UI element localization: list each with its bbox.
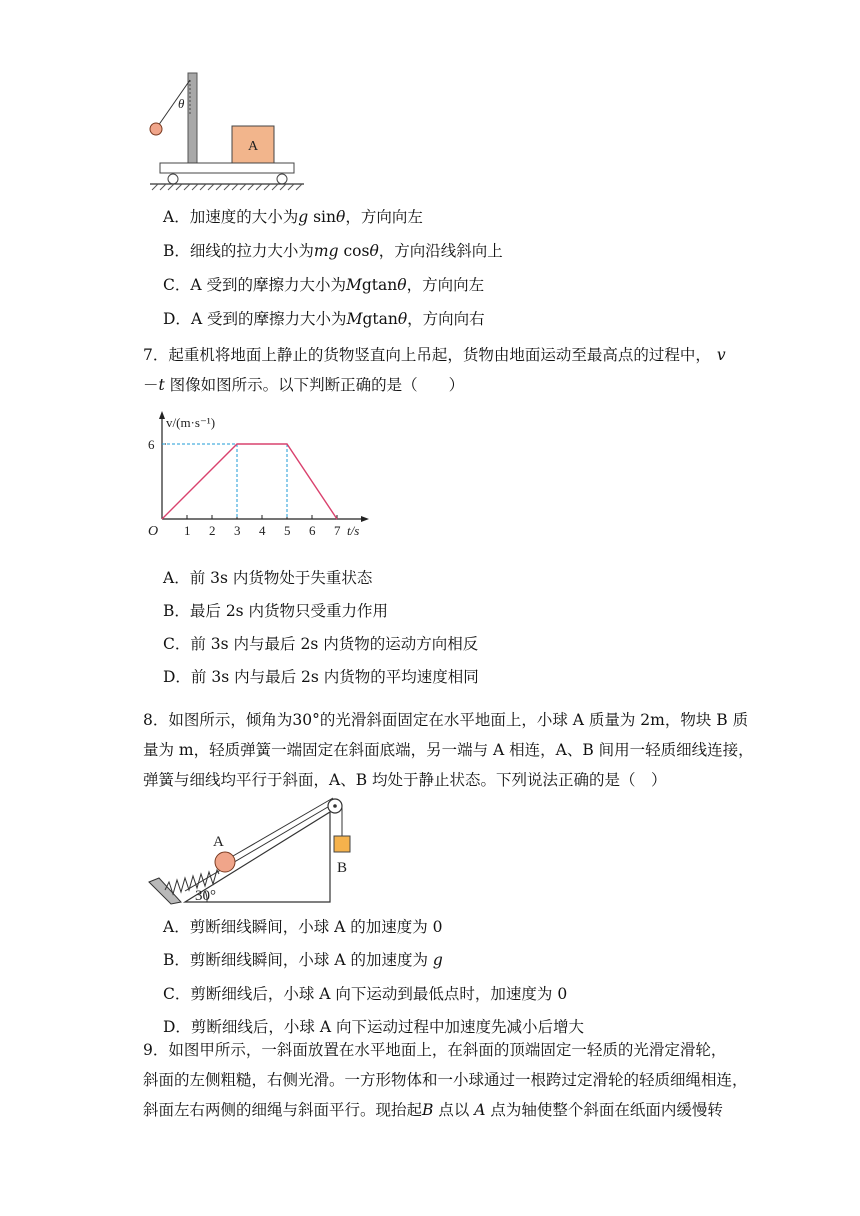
block-B-label: B [337,860,348,876]
q7-stem-line2: －t 图像如图所示。以下判断正确的是（ ） [143,376,465,394]
q7-option-c: C．前 3s 内与最后 2s 内货物的运动方向相反 [163,635,479,653]
theta-label: θ [178,96,185,111]
y-axis-label: v/(m·s⁻¹) [166,415,216,430]
origin-label: O [148,524,159,539]
q7-stem-line1: 7．起重机将地面上静止的货物竖直向上吊起，货物由地面运动至最高点的过程中， v [143,346,726,364]
q6-option-b: B．细线的拉力大小为mg cosθ，方向沿线斜向上 [163,242,503,260]
x-tick-label: 3 [234,523,241,538]
q7-option-a: A．前 3s 内货物处于失重状态 [163,569,373,587]
q8-stem-line1: 8．如图所示，倾角为30°的光滑斜面固定在水平地面上，小球 A 质量为 2m，物块 B 质 [143,711,749,729]
q8-stem-line3: 弹簧与细线均平行于斜面，A、B 均处于静止状态。下列说法正确的是（ ） [143,771,667,789]
q9-stem-line1: 9．如图甲所示，一斜面放置在水平地面上，在斜面的顶端固定一轻质的光滑定滑轮， [143,1041,727,1059]
y-axis-arrow [159,411,165,419]
q8-stem-line2: 量为 m，轻质弹簧一端固定在斜面底端，另一端与 A 相连，A、B 间用一轻质细线连接， [143,741,754,759]
q6-figure [140,68,310,193]
q6-option-d: D．A 受到的摩擦力大小为Mgtanθ，方向向右 [163,310,485,328]
vt-chart [140,405,370,545]
q8-option-c: C．剪断细线后，小球 A 向下运动到最低点时，加速度为 0 [163,985,568,1003]
x-tick-label: 4 [259,523,266,538]
q8-option-b: B．剪断细线瞬间，小球 A 的加速度为 g [163,951,443,969]
pendulum-ball [150,123,162,135]
q8-option-d: D．剪断细线后，小球 A 向下运动过程中加速度先减小后增大 [163,1018,584,1036]
x-tick-label: 6 [309,523,316,538]
q9-stem-line3: 斜面左右两侧的细绳与斜面平行。现抬起B 点以 A 点为轴使整个斜面在纸面内缓慢转 [143,1101,723,1119]
ground-hatch [152,184,302,190]
ball-A [215,852,235,872]
x-axis-arrow [361,516,369,522]
q8-figure [145,796,365,906]
v-symbol: v [716,346,726,364]
q7-option-b: B．最后 2s 内货物只受重力作用 [163,602,389,620]
q8-option-a: A．剪断细线瞬间，小球 A 的加速度为 0 [163,918,443,936]
string [158,80,190,126]
x-tick-label: 5 [284,523,291,538]
series-line [162,444,337,519]
wheel-right [277,174,287,184]
q6-option-c: C．A 受到的摩擦力大小为Mgtanθ，方向向左 [163,276,485,294]
q6-option-a: A．加速度的大小为g sinθ，方向向左 [163,208,423,226]
ball-A-label: A [213,834,224,850]
x-tick-label: 2 [209,523,216,538]
q7-option-d: D．前 3s 内与最后 2s 内货物的平均速度相同 [163,668,479,686]
cart-platform [160,163,294,173]
wheel-left [168,174,178,184]
y-tick-label: 6 [148,437,155,452]
block-A-label: A [248,139,259,154]
pulley-axle [333,804,337,808]
x-tick-label: 7 [334,523,341,538]
block-B [334,836,350,852]
q9-stem-line2: 斜面的左侧粗糙，右侧光滑。一方形物体和一小球通过一根跨过定滑轮的轻质细绳相连， [143,1071,748,1089]
angle-label: 30° [195,888,216,904]
x-axis-label: t/s [347,523,360,538]
pole [188,73,197,163]
x-tick-label: 1 [184,523,191,538]
